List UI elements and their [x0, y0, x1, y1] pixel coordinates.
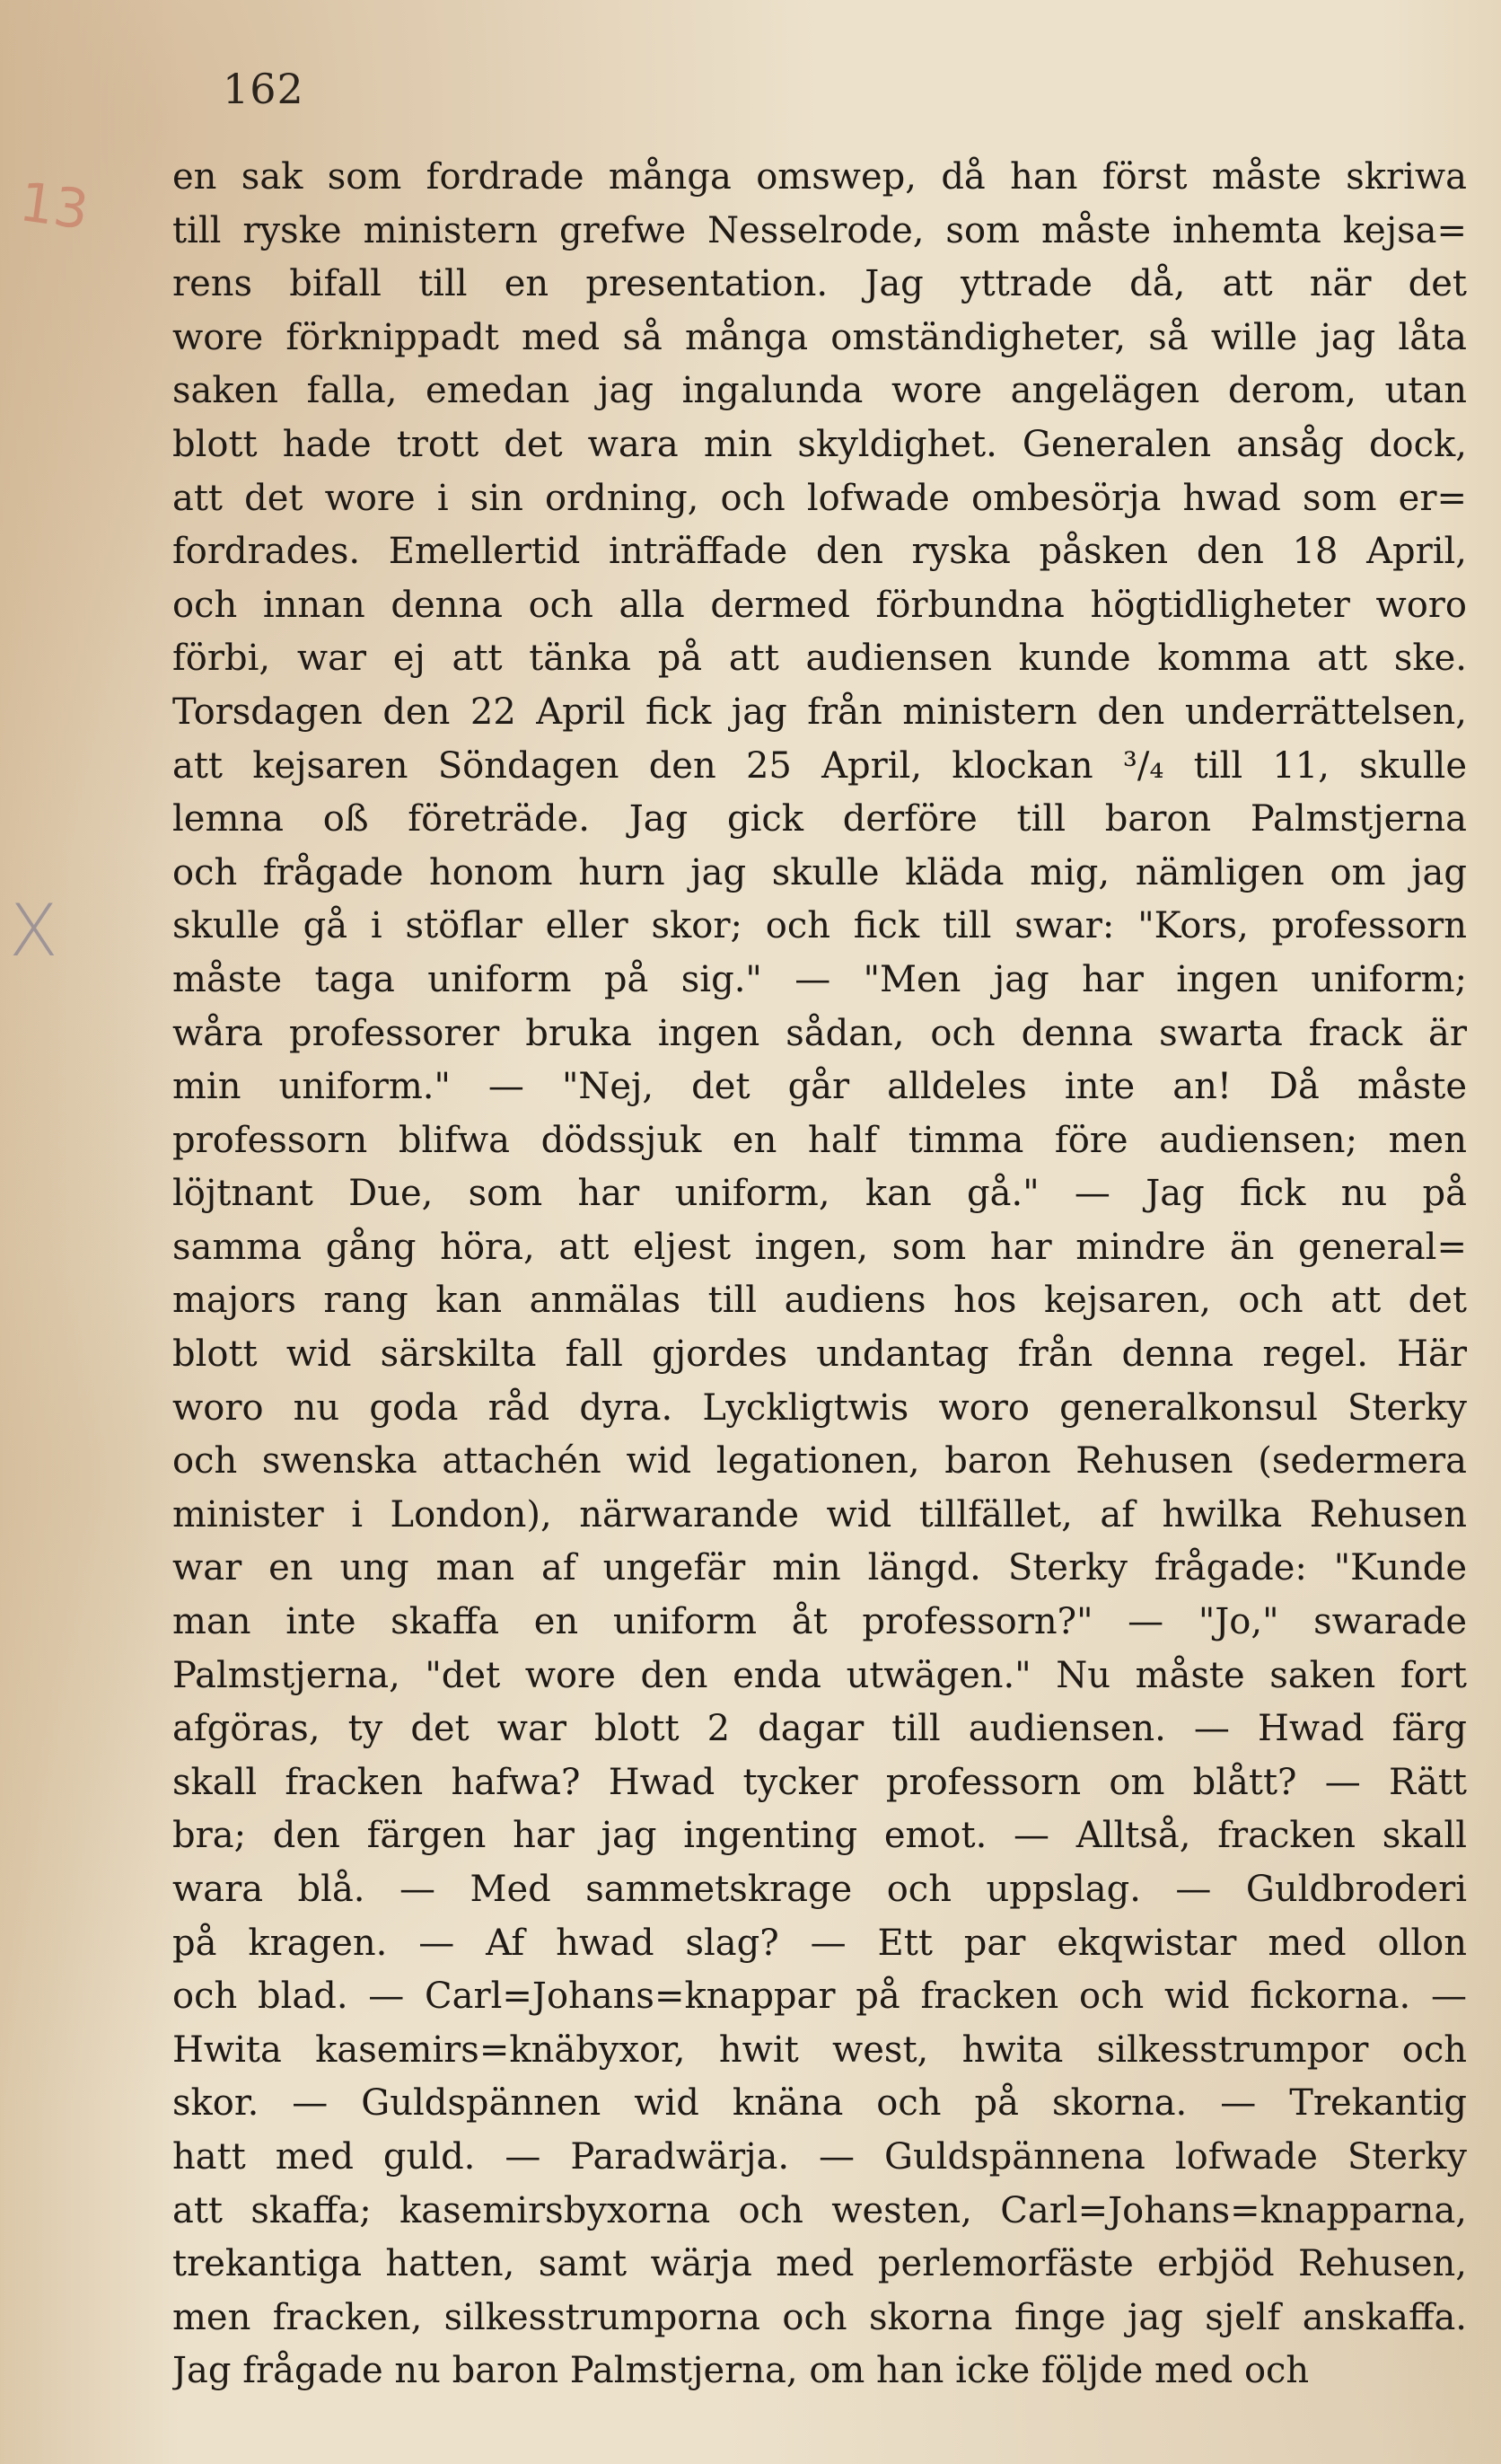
text-line: hatt med guld. — Paradwärja. — Guldspännena lofwade Sterky: [172, 2135, 1467, 2178]
text-line: saken falla, emedan jag ingalunda wore angelägen derom, utan: [172, 370, 1467, 412]
body-text: [172, 151, 1467, 2398]
text-line: skulle gå i stöflar eller skor; och fick till swar: "Kors, professorn: [172, 905, 1467, 947]
text-line: skall fracken hafwa? Hwad tycker professorn om blått? — Rätt: [172, 1761, 1467, 1803]
margin-annotation-x: X: [9, 889, 58, 972]
text-line: Torsdagen den 22 April fick jag från ministern den underrättelsen,: [172, 691, 1467, 733]
text-line: Jag frågade nu baron Palmstjerna, om han icke följde med och: [172, 2350, 1310, 2392]
text-line: till ryske ministern grefwe Nesselrode, som måste inhemta kejsa=: [172, 209, 1467, 251]
text-line: måste taga uniform på sig." — "Men jag har ingen uniform;: [172, 958, 1467, 1000]
text-line: men fracken, silkesstrumporna och skorna finge jag sjelf anskaffa.: [172, 2296, 1467, 2338]
text-line: bra; den färgen har jag ingenting emot. — Alltså, fracken skall: [172, 1815, 1467, 1857]
text-line: en sak som fordrade många omswep, då han först måste skriwa: [172, 156, 1467, 198]
text-line: fordrades. Emellertid inträffade den ryska påsken den 18 April,: [172, 531, 1467, 573]
text-line: och swenska attachén wid legationen, baron Rehusen (sedermera: [172, 1440, 1467, 1483]
text-line: wåra professorer bruka ingen sådan, och denna swarta frack är: [172, 1012, 1467, 1054]
text-line: blott wid särskilta fall gjordes undantag från denna regel. Här: [172, 1333, 1467, 1376]
text-line: att det wore i sin ordning, och lofwade ombesörja hwad som er=: [172, 477, 1467, 519]
text-line: och blad. — Carl=Johans=knappar på fracken och wid fickorna. —: [172, 1976, 1467, 2018]
text-line: löjtnant Due, som har uniform, kan gå." — Jag fick nu på: [172, 1173, 1467, 1215]
text-line: att kejsaren Söndagen den 25 April, klockan ³/₄ till 11, skulle: [172, 744, 1467, 787]
text-line: war en ung man af ungefär min längd. Sterky frågade: "Kunde: [172, 1547, 1467, 1589]
text-line: och frågade honom hurn jag skulle kläda mig, nämligen om jag: [172, 851, 1467, 893]
text-line: Hwita kasemirs=knäbyxor, hwit west, hwita silkesstrumpor och: [172, 2028, 1467, 2071]
text-line: förbi, war ej att tänka på att audiensen kunde komma att ske.: [172, 638, 1467, 680]
text-line: skor. — Guldspännen wid knäna och på skorna. — Trekantig: [172, 2082, 1467, 2125]
text-line: professorn blifwa dödssjuk en half timma före audiensen; men: [172, 1119, 1467, 1161]
text-line: man inte skaffa en uniform åt professorn?" — "Jo," swarade: [172, 1601, 1467, 1643]
text-line: wore förknippadt med så många omständigheter, så wille jag låta: [172, 316, 1467, 358]
text-line: lemna oß företräde. Jag gick derföre till baron Palmstjerna: [172, 798, 1467, 840]
text-line: att skaffa; kasemirsbyxorna och westen, Carl=Johans=knapparna,: [172, 2189, 1467, 2231]
text-line: på kragen. — Af hwad slag? — Ett par ekqwistar med ollon: [172, 1922, 1467, 1964]
text-line: blott hade trott det wara min skyldighet. Generalen ansåg dock,: [172, 423, 1467, 465]
text-line: och innan denna och alla dermed förbundna högtidligheter woro: [172, 584, 1467, 626]
text-line: afgöras, ty det war blott 2 dagar till audiensen. — Hwad färg: [172, 1708, 1467, 1750]
text-line: Palmstjerna, "det wore den enda utwägen." Nu måste saken fort: [172, 1654, 1467, 1696]
text-line: rens bifall till en presentation. Jag yttrade då, att när det: [172, 263, 1467, 305]
text-line: trekantiga hatten, samt wärja med perlemorfäste erbjöd Rehusen,: [172, 2243, 1467, 2285]
text-line: majors rang kan anmälas till audiens hos kejsaren, och att det: [172, 1280, 1467, 1322]
text-line: minister i London), närwarande wid tillfället, af hwilka Rehusen: [172, 1493, 1467, 1536]
margin-annotation-top: 13: [15, 171, 92, 242]
text-line: wara blå. — Med sammetskrage och uppslag. — Guldbroderi: [172, 1869, 1467, 1910]
page-number: 162: [223, 65, 304, 113]
text-line: samma gång höra, att eljest ingen, som har mindre än general=: [172, 1226, 1467, 1268]
text-line: min uniform." — "Nej, det går alldeles inte an! Då måste: [172, 1066, 1467, 1108]
text-line: woro nu goda råd dyra. Lyckligtwis woro generalkonsul Sterky: [172, 1386, 1467, 1429]
